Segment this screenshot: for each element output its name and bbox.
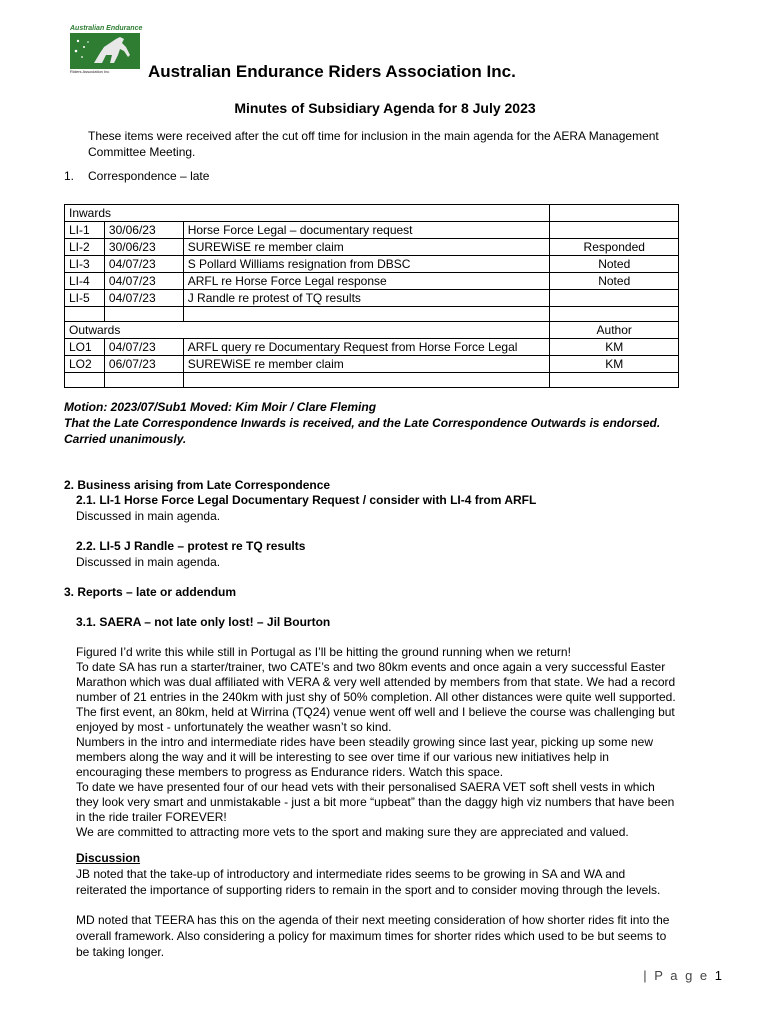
report-line: The first event, an 80km, held at Wirrina (TQ24) venue went off well and I believe the course was challenging but bbox=[76, 705, 675, 719]
corr-id: LO1 bbox=[65, 339, 105, 356]
corr-date: 04/07/23 bbox=[104, 339, 183, 356]
document-title: Minutes of Subsidiary Agenda for 8 July 2023 bbox=[234, 100, 536, 116]
discussion-heading: Discussion bbox=[76, 851, 141, 865]
corr-id: LI-2 bbox=[65, 239, 105, 256]
logo-top-text: Australian Endurance bbox=[70, 25, 143, 32]
motion-line-3: Carried unanimously. bbox=[64, 432, 187, 446]
item-1-title: Correspondence – late bbox=[88, 169, 210, 183]
item-2-2-title: 2.2. LI-5 J Randle – protest re TQ results bbox=[76, 539, 306, 553]
corr-desc: ARFL query re Documentary Request from Horse Force Legal bbox=[183, 339, 550, 356]
corr-desc: SUREWiSE re member claim bbox=[183, 356, 550, 373]
horse-logo-icon bbox=[70, 33, 140, 69]
corr-desc: ARFL re Horse Force Legal response bbox=[183, 273, 550, 290]
discussion-p2-line: be taking longer. bbox=[76, 945, 165, 959]
motion-line-1: Motion: 2023/07/Sub1 Moved: Kim Moir / Clare Fleming bbox=[64, 400, 377, 414]
corr-id: LO2 bbox=[65, 356, 105, 373]
item-2-1-text: Discussed in main agenda. bbox=[76, 509, 221, 523]
corr-author: KM bbox=[550, 356, 679, 373]
corr-id: LI-4 bbox=[65, 273, 105, 290]
report-line: number of 21 entries in the 240km with just shy of 50% completion. All other distances were quite well supported. bbox=[76, 690, 676, 704]
corr-desc: SUREWiSE re member claim bbox=[183, 239, 550, 256]
corr-desc: Horse Force Legal – documentary request bbox=[183, 222, 550, 239]
author-label: Author bbox=[550, 322, 679, 339]
table-row bbox=[65, 373, 679, 388]
report-line: they look very smart and unmistakable - just a bit more “upbeat” than the daggy high viz numbers that have been bbox=[76, 795, 675, 809]
corr-desc: S Pollard Williams resignation from DBSC bbox=[183, 256, 550, 273]
report-line: To date we have presented four of our head vets with their personalised SAERA VET soft shell vests in which bbox=[76, 780, 655, 794]
report-line: Figured I’d write this while still in Portugal as I’ll be hitting the ground running when we return! bbox=[76, 645, 571, 659]
corr-status bbox=[550, 290, 679, 307]
corr-date: 04/07/23 bbox=[104, 273, 183, 290]
corr-id: LI-1 bbox=[65, 222, 105, 239]
item-2-title: 2. Business arising from Late Correspondence bbox=[64, 478, 331, 492]
corr-status: Responded bbox=[550, 239, 679, 256]
table-row bbox=[65, 273, 679, 290]
report-line: in the ride trailer FOREVER! bbox=[76, 810, 227, 824]
intro-line-2: Committee Meeting. bbox=[88, 145, 196, 159]
corr-date: 30/06/23 bbox=[104, 222, 183, 239]
corr-author: KM bbox=[550, 339, 679, 356]
table-row bbox=[65, 205, 679, 222]
report-line: Numbers in the intro and intermediate rides have been steadily growing since last year, picking up some new bbox=[76, 735, 653, 749]
intro-line-1: These items were received after the cut off time for inclusion in the main agenda for the AERA Management bbox=[88, 129, 659, 143]
item-2-1-title: 2.1. LI-1 Horse Force Legal Documentary Request / consider with LI-4 from ARFL bbox=[76, 493, 537, 507]
table-row bbox=[65, 307, 679, 322]
corr-status: Noted bbox=[550, 256, 679, 273]
report-line: Marathon which was dual affiliated with VERA & very well attended by members from that state. We had a record bbox=[76, 675, 676, 689]
table-row bbox=[65, 222, 679, 239]
corr-status: Noted bbox=[550, 273, 679, 290]
table-row bbox=[65, 239, 679, 256]
corr-date: 04/07/23 bbox=[104, 290, 183, 307]
table-row bbox=[65, 256, 679, 273]
organisation-title: Australian Endurance Riders Association Inc. bbox=[148, 62, 516, 81]
corr-id: LI-3 bbox=[65, 256, 105, 273]
corr-date: 04/07/23 bbox=[104, 256, 183, 273]
motion-line-2: That the Late Correspondence Inwards is received, and the Late Correspondence Outwards is endorsed. bbox=[64, 416, 661, 430]
corr-date: 30/06/23 bbox=[104, 239, 183, 256]
corr-desc: J Randle re protest of TQ results bbox=[183, 290, 550, 307]
outwards-label: Outwards bbox=[65, 322, 550, 339]
report-line: enjoyed by most - unfortunately the weather wasn’t so kind. bbox=[76, 720, 392, 734]
item-1-number: 1. bbox=[64, 169, 75, 183]
table-row bbox=[65, 322, 679, 339]
page-number-value: 1 bbox=[714, 968, 722, 983]
report-line: To date SA has run a starter/trainer, two CATE’s and two 80km events and once again a very successful Easter bbox=[76, 660, 666, 674]
page-label: | P a g e bbox=[643, 968, 715, 983]
corr-status bbox=[550, 222, 679, 239]
table-row bbox=[65, 356, 679, 373]
correspondence-table bbox=[64, 204, 679, 388]
inwards-label: Inwards bbox=[65, 205, 550, 222]
corr-date: 06/07/23 bbox=[104, 356, 183, 373]
item-3-title: 3. Reports – late or addendum bbox=[64, 585, 237, 599]
table-row bbox=[65, 339, 679, 356]
report-line: We are committed to attracting more vets to the sport and making sure they are appreciated and valued. bbox=[76, 825, 629, 839]
page-number bbox=[643, 968, 722, 983]
discussion-p2-line: overall framework. Also considering a policy for maximum times for shorter rides which used to be but seems to bbox=[76, 929, 667, 943]
aera-logo bbox=[70, 24, 143, 76]
discussion-p1-line: JB noted that the take-up of introductory and intermediate rides seems to be growing in SA and WA and bbox=[76, 867, 626, 881]
item-3-1-title: 3.1. SAERA – not late only lost! – Jil Bourton bbox=[76, 615, 331, 629]
discussion-p2-line: MD noted that TEERA has this on the agenda of their next meeting consideration of how shorter rides fit into the bbox=[76, 913, 670, 927]
corr-id: LI-5 bbox=[65, 290, 105, 307]
report-line: encouraging these members to progress as Endurance riders. Watch this space. bbox=[76, 765, 504, 779]
item-2-2-text: Discussed in main agenda. bbox=[76, 555, 221, 569]
report-line: members along the way and it will be interesting to see over time if our various new initiatives help in bbox=[76, 750, 609, 764]
logo-caption: Riders Association Inc bbox=[70, 69, 110, 74]
table-row bbox=[65, 290, 679, 307]
discussion-p1-line: reiterated the importance of supporting riders to remain in the sport and to consider moving through the levels. bbox=[76, 883, 661, 897]
